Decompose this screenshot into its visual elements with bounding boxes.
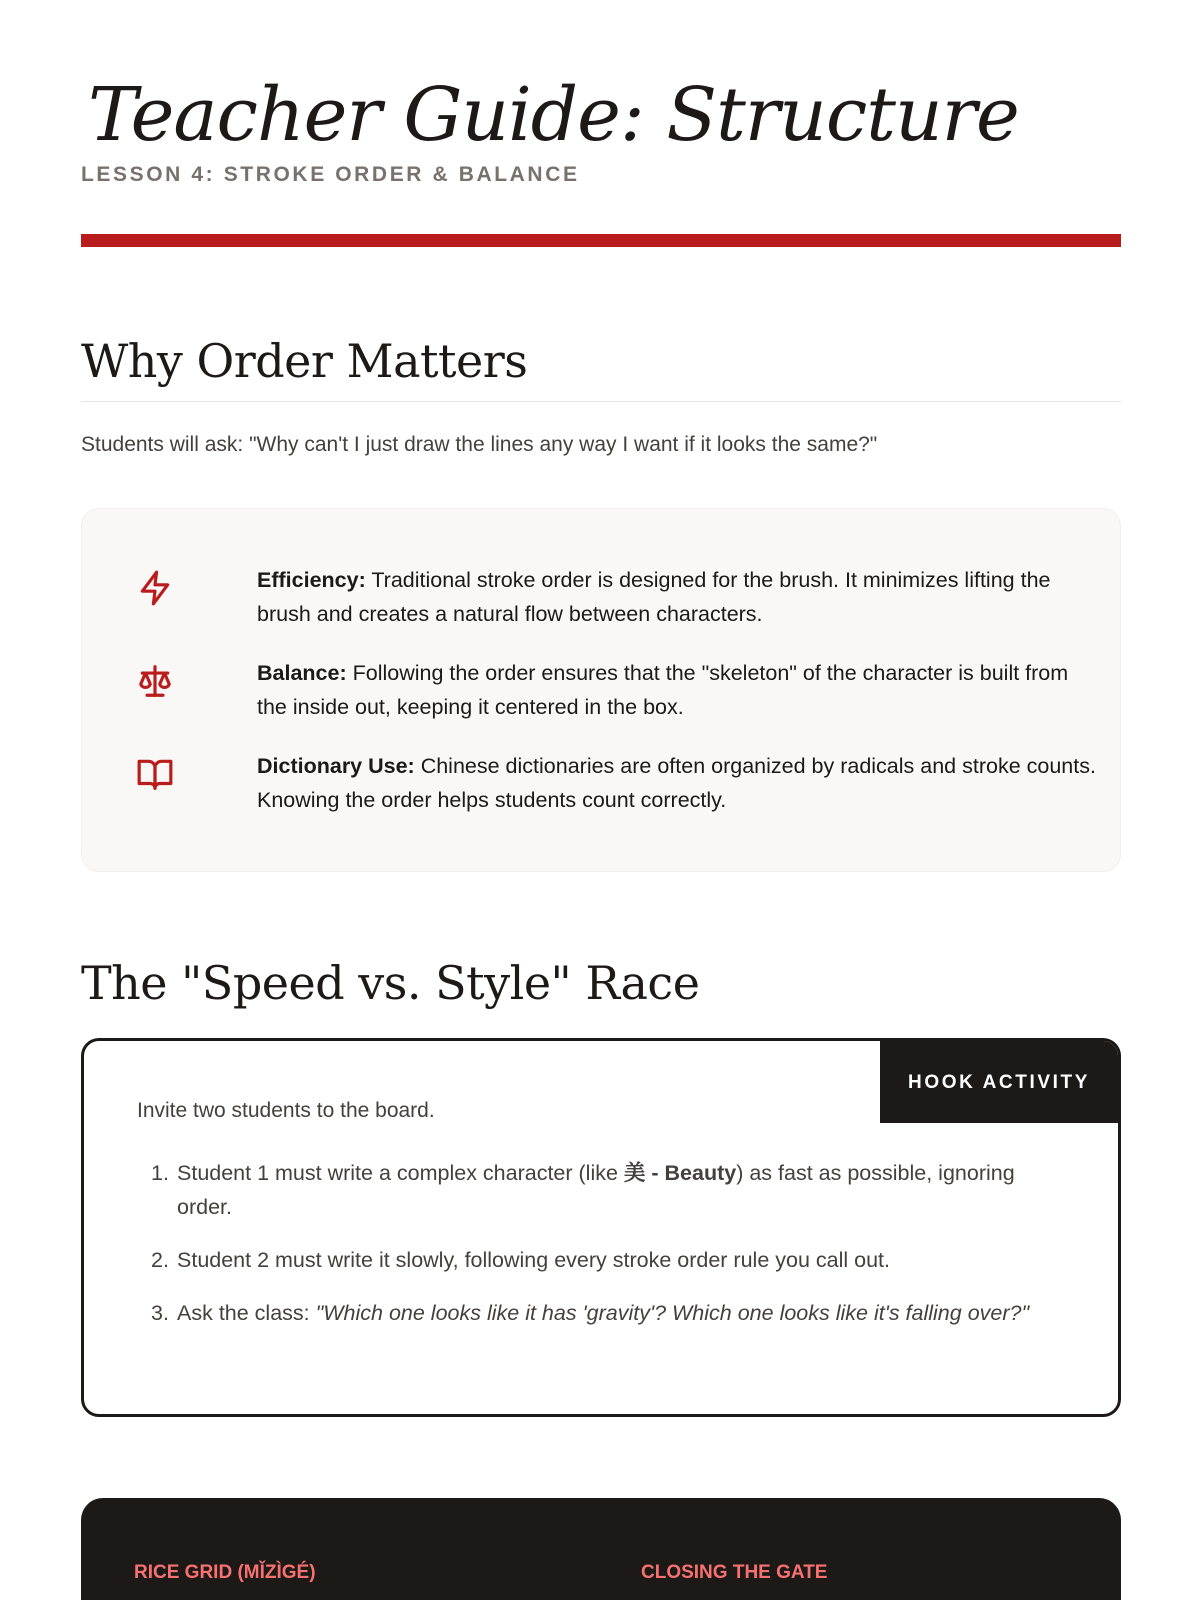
reason-text <box>257 749 1097 817</box>
step-number: 2. <box>151 1248 169 1272</box>
reason-label: Balance: <box>257 661 347 685</box>
hook-lead: Invite two students to the board. <box>137 1099 435 1122</box>
reason-label: Efficiency: <box>257 568 366 592</box>
step-text: Student 2 must write it slowly, following every stroke order rule you call out. <box>177 1248 890 1272</box>
step-number: 1. <box>151 1161 169 1185</box>
step-text: ) as fast as possible, ignoring order. <box>177 1161 1015 1219</box>
section-divider <box>81 401 1121 402</box>
page-title: Teacher Guide: Structure <box>88 72 1019 158</box>
reason-body: Traditional stroke order is designed for the brush. It minimizes lifting the brush and creates a natural flow between characters. <box>257 568 1051 626</box>
header-divider <box>81 234 1121 247</box>
activity-steps <box>151 1156 1051 1349</box>
list-item <box>151 1296 1051 1330</box>
reason-label: Dictionary Use: <box>257 754 415 778</box>
step-number: 3. <box>151 1301 169 1325</box>
step-text: Ask the class: <box>177 1301 316 1325</box>
list-item <box>151 1156 1051 1224</box>
closing-gate-label: CLOSING THE GATE <box>641 1562 828 1583</box>
class-question: "Which one looks like it has 'gravity'? Which one looks like it's falling over?" <box>315 1301 1030 1325</box>
step-text: Student 1 must write a complex character (like <box>177 1161 624 1185</box>
race-heading: The "Speed vs. Style" Race <box>81 956 700 1010</box>
reason-body: Chinese dictionaries are often organized by radicals and stroke counts. Knowing the order helps students count correctly. <box>257 754 1096 812</box>
list-item <box>151 1243 1051 1277</box>
reason-body: Following the order ensures that the "skeleton" of the character is built from the inside out, keeping it centered in the box. <box>257 661 1069 719</box>
reasons-card <box>81 508 1121 872</box>
why-order-heading: Why Order Matters <box>81 334 528 388</box>
rice-grid-label: RICE GRID (MǏZÌGÉ) <box>134 1562 316 1583</box>
scale-icon <box>136 662 174 700</box>
example-character: 美 - Beauty <box>623 1161 737 1185</box>
summary-panel <box>81 1498 1121 1600</box>
reason-text <box>257 656 1097 724</box>
reason-text <box>257 563 1097 631</box>
lightning-icon <box>136 569 174 607</box>
hook-activity-card <box>81 1038 1121 1417</box>
hook-activity-badge: HOOK ACTIVITY <box>880 1041 1118 1123</box>
lesson-subtitle: LESSON 4: STROKE ORDER & BALANCE <box>81 163 580 186</box>
book-icon <box>136 755 174 793</box>
why-order-intro: Students will ask: "Why can't I just draw the lines any way I want if it looks the same?" <box>81 433 878 456</box>
